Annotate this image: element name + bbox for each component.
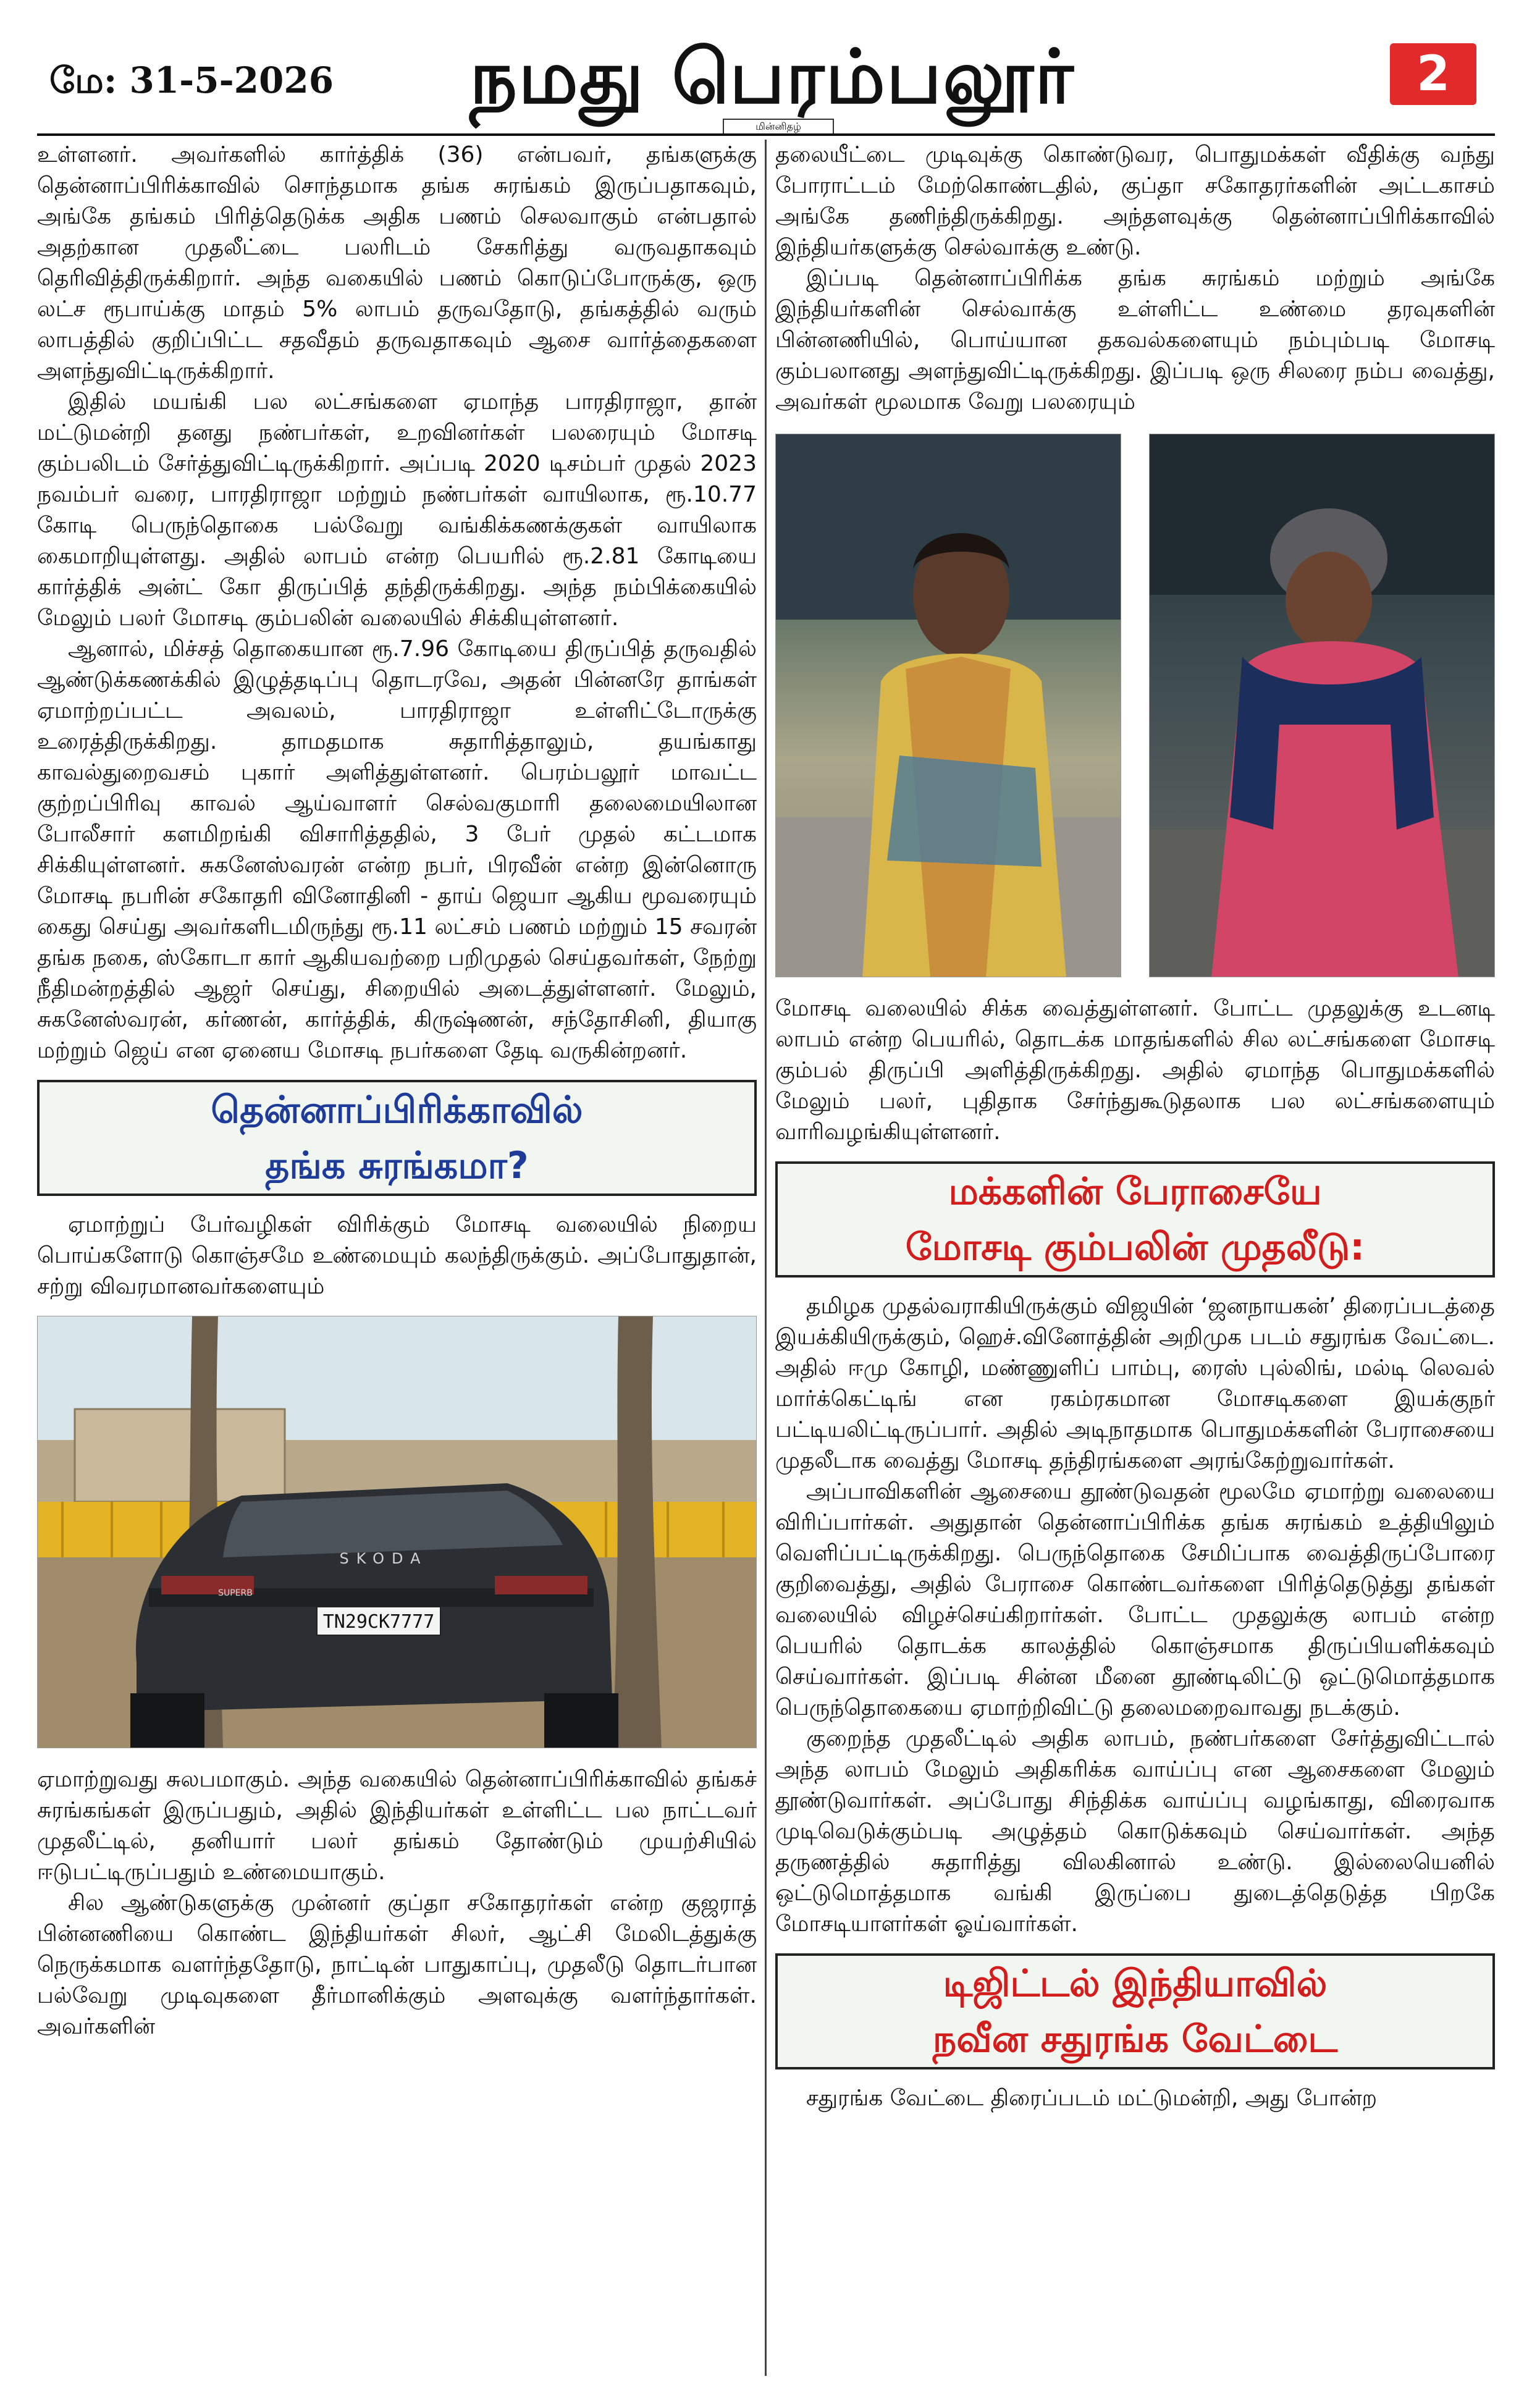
car-brand-text: SKODA [339, 1550, 428, 1567]
section-heading-gold-mine [37, 1080, 757, 1196]
issue-date: மே: 31-5-2026 [49, 59, 334, 101]
accused-woman-photo-2 [1149, 434, 1495, 977]
right-column [775, 140, 1495, 2114]
newspaper-title: நமது பெரம்பலூர் [469, 33, 1075, 120]
article-paragraph: சதுரங்க வேட்டை திரைப்படம் மட்டுமன்றி, அது போன்ற [806, 2086, 1378, 2111]
article-paragraph: சில ஆண்டுகளுக்கு முன்னர் குப்தா சகோதரர்கள் என்ற குஜராத் பின்னணியை கொண்ட இந்தியர்கள் சிலர், ஆட்சி மேலிடத்துக்கு நெருக்கமாக வளர்ந்ததோடு, நாட்டின் பாதுகாப்பு, முதலீடு தொடர்பான பல்வேறு முடிவுகளை தீர்மானிக்கும் அளவுக்கு வளர்ந்தார்கள். அவர்களின் [37, 1890, 757, 2039]
article-paragraph: அப்பாவிகளின் ஆசையை தூண்டுவதன் மூலமே ஏமாற்று வலையை விரிப்பார்கள். அதுதான் தென்னாப்பிரிக்க தங்க சுரங்கம் உத்தியிலும் வெளிப்பட்டிருக்கிறது. பெருந்தொகை சேமிப்பாக வைத்திருப்போரை குறிவைத்து, அதில் பேராசை கொண்டவர்களை பிரித்தெடுத்து தங்கள் வலையில் விழச்செய்கிறார்கள். போட்ட முதலுக்கு லாபம் என்ற பெயரில் தொடக்க காலத்தில் கொஞ்சமாக திருப்பியளிக்கவும் செய்வார்கள். இப்படி சின்ன மீனை தூண்டிலிட்டு ஒட்டுமொத்தமாக பெருந்தொகையை ஏமாற்றிவிட்டு தலைமறைவாவது நடக்கும். [775, 1479, 1495, 1720]
page-number-badge: 2 [1390, 43, 1476, 105]
column-divider [765, 140, 767, 2376]
article-paragraph: உள்ளனர். அவர்களில் கார்த்திக் (36) என்பவர், தங்களுக்கு தென்னாப்பிரிக்காவில் சொந்தமாக தங்க சுரங்கம் இருப்பதாகவும், அங்கே தங்கம் பிரித்தெடுக்க அதிக பணம் செலவாகும் என்பதால் அதற்கான முதலீட்டை பலரிடம் சேகரித்து வருவதாகவும் தெரிவித்திருக்கிறார். அந்த வகையில் பணம் கொடுப்போருக்கு, ஒரு லட்ச ரூபாய்க்கு மாதம் 5% லாபம் தருவதோடு, தங்கத்தில் வரும் லாபத்தில் குறிப்பிட்ட சதவீதம் தருவதாகவும் ஆசை வார்த்தைகளை அளந்துவிட்டிருக்கிறார். [37, 142, 757, 384]
car-model-text: SUPERB [218, 1588, 253, 1598]
person-illustration [776, 434, 1121, 977]
masthead-rule [37, 133, 1495, 136]
article-paragraph: ஆனால், மிச்சத் தொகையான ரூ.7.96 கோடியை திருப்பித் தருவதில் ஆண்டுக்கணக்கில் இழுத்தடிப்பு தொடரவே, அதன் பின்னரே தாங்கள் ஏமாற்றப்பட்ட அவலம், பாரதிராஜா உள்ளிட்டோருக்கு உரைத்திருக்கிறது. தாமதமாக சுதாரித்தாலும், தயங்காது காவல்துறைவசம் புகார் அளித்துள்ளனர். பெரம்பலூர் மாவட்ட குற்றப்பிரிவு காவல் ஆய்வாளர் செல்வகுமாரி தலைமையிலான போலீசார் களமிறங்கி விசாரித்ததில், 3 பேர் முதல் கட்டமாக சிக்கியுள்ளனர். சுகனேஸ்வரன் என்ற நபர், பிரவீன் என்ற இன்னொரு மோசடி நபரின் சகோதரி வினோதினி - தாய் ஜெயா ஆகிய மூவரையும் கைது செய்து அவர்களிடமிருந்து ரூ.11 லட்சம் பணம் மற்றும் 15 சவரன் தங்க நகை, ஸ்கோடா கார் ஆகியவற்றை பறிமுதல் செய்தவர்கள், நேற்று நீதிமன்றத்தில் ஆஜர் செய்து, சிறையில் அடைத்துள்ளனர். மேலும், சுகனேஸ்வரன், கர்ணன், கார்த்திக், கிருஷ்ணன், சந்தோசினி, தியாகு மற்றும் ஜெய் என ஏனைய மோசடி நபர்களை தேடி வருகின்றனர். [37, 636, 757, 1063]
section-heading-line: தென்னாப்பிரிக்காவில் [211, 1088, 583, 1132]
article-paragraph: தமிழக முதல்வராகியிருக்கும் விஜயின் ‘ஜனநாயகன்’ திரைப்படத்தை இயக்கியிருக்கும், ஹெச்.வினோத்தின் அறிமுக படம் சதுரங்க வேட்டை. அதில் ஈமு கோழி, மண்ணுளிப் பாம்பு, ரைஸ் புல்லிங், மல்டி லெவல் மார்க்கெட்டிங் என ரகம்ரகமான மோசடிகளை இயக்குநர் பட்டியலிட்டிருப்பார். அதில் அடிநாதமாக பொதுமக்களின் பேராசையை முதலீடாக வைத்து மோசடி தந்திரங்களை அரங்கேற்றுவார்கள். [775, 1294, 1495, 1473]
section-heading-line: நவீன சதுரங்க வேட்டை [932, 2018, 1338, 2061]
section-heading-line: மக்களின் பேராசையே [948, 1170, 1322, 1213]
article-paragraph: இதில் மயங்கி பல லட்சங்களை ஏமாந்த பாரதிராஜா, தான் மட்டுமன்றி தனது நண்பர்கள், உறவினர்கள் பலரையும் மோசடி கும்பலிடம் சேர்த்துவிட்டிருக்கிறார். அப்படி 2020 டிசம்பர் முதல் 2023 நவம்பர் வரை, பாரதிராஜா மற்றும் நண்பர்கள் வாயிலாக, ரூ.10.77 கோடி பெருந்தொகை பல்வேறு வங்கிக்கணக்குகள் வாயிலாக கைமாறியுள்ளது. அதில் லாபம் என்ற பெயரில் ரூ.2.81 கோடியை கார்த்திக் அன்ட் கோ திருப்பித் தந்திருக்கிறது. அந்த நம்பிக்கையில் மேலும் பலர் மோசடி கும்பலின் வலையில் சிக்கியுள்ளனர். [37, 389, 757, 631]
left-column [37, 140, 757, 2042]
accused-woman-photo-1 [775, 434, 1121, 977]
article-paragraph: ஏமாற்றுப் பேர்வழிகள் விரிக்கும் மோசடி வலையில் நிறைய பொய்களோடு கொஞ்சமே உண்மையும் கலந்திருக்கும். அப்போதுதான், சற்று விவரமானவர்களையும் [37, 1212, 757, 1299]
article-paragraph: மோசடி வலையில் சிக்க வைத்துள்ளனர். போட்ட முதலுக்கு உடனடி லாபம் என்ற பெயரில், தொடக்க மாதங்களில் சில லட்சங்களை மோசடி கும்பல் திருப்பி அளித்திருக்கிறது. அதில் ஏமாந்த பொதுமக்களில் மேலும் பலர், புதிதாக சேர்ந்துகூடுதலாக பல லட்சங்களையும் வாரிவழங்கியுள்ளனர். [775, 996, 1495, 1145]
masthead [37, 33, 1495, 142]
license-plate-text: TN29CK7777 [322, 1611, 435, 1633]
article-paragraph: தலையீட்டை முடிவுக்கு கொண்டுவர, பொதுமக்கள் வீதிக்கு வந்து போராட்டம் மேற்கொண்டதில், குப்தா சகோதரர்களின் அட்டகாசம் அங்கே தணிந்திருக்கிறது. அந்தளவுக்கு தென்னாப்பிரிக்காவில் இந்தியர்களுக்கு செல்வாக்கு உண்டு. [775, 142, 1495, 260]
section-heading-line: டிஜிட்டல் இந்தியாவில் [943, 1962, 1328, 2005]
car-illustration [38, 1316, 757, 1748]
seized-car-photo [37, 1316, 757, 1748]
newspaper-tagline: மின்னிதழ் [723, 119, 834, 135]
section-heading-line: தங்க சுரங்கமா? [265, 1144, 529, 1187]
section-heading-greed [775, 1161, 1495, 1278]
section-heading-digital-india [775, 1953, 1495, 2069]
article-paragraph: இப்படி தென்னாப்பிரிக்க தங்க சுரங்கம் மற்றும் அங்கே இந்தியர்களின் செல்வாக்கு உள்ளிட்ட உண்மை தரவுகளின் பின்னணியில், பொய்யான தகவல்களையும் நம்பும்படி மோசடி கும்பலானது அளந்துவிட்டிருக்கிறது. இப்படி ஒரு சிலரை நம்ப வைத்து, அவர்கள் மூலமாக வேறு பலரையும் [775, 266, 1495, 415]
person-illustration [1150, 434, 1495, 977]
article-paragraph: ஏமாற்றுவது சுலபமாகும். அந்த வகையில் தென்னாப்பிரிக்காவில் தங்கச் சுரங்கங்கள் இருப்பதும், அதில் இந்தியர்கள் உள்ளிட்ட பல நாட்டவர் முதலீட்டில், தனியார் பலர் தங்கம் தோண்டும் முயற்சியில் ஈடுபட்டிருப்பதும் உண்மையாகும். [37, 1767, 757, 1885]
section-heading-line: மோசடி கும்பலின் முதலீடு: [905, 1226, 1365, 1269]
accused-photos [775, 434, 1495, 977]
article-paragraph: குறைந்த முதலீட்டில் அதிக லாபம், நண்பர்களை சேர்த்துவிட்டால் அந்த லாபம் மேலும் அதிகரிக்க வாய்ப்பு என ஆசைகளை மேலும் தூண்டுவார்கள். அப்போது சிந்திக்க வாய்ப்பு வழங்காது, விரைவாக முடிவெடுக்கும்படி அழுத்தம் கொடுக்கவும் செய்வார்கள். அந்த தருணத்தில் சுதாரித்து விலகினால் உண்டு. இல்லையெனில் ஒட்டுமொத்தமாக வங்கி இருப்பை துடைத்தெடுத்த பிறகே மோசடியாளர்கள் ஓய்வார்கள். [775, 1726, 1495, 1937]
